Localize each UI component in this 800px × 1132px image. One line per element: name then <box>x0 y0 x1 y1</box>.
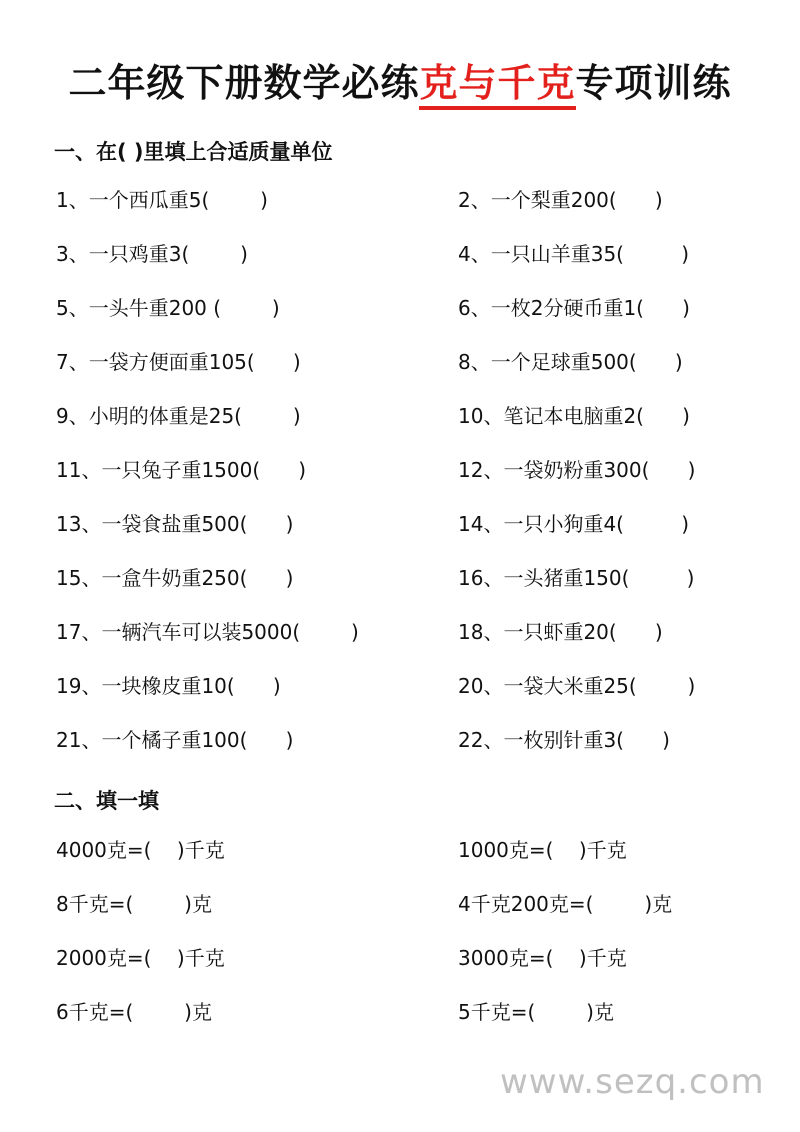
conversion-item: 6千克=( )克 <box>56 1000 212 1024</box>
question-item: 14、一只小狗重4( ) <box>458 512 689 536</box>
question-item: 18、一只虾重20( ) <box>458 620 663 644</box>
question-item: 15、一盒牛奶重250( ) <box>56 566 294 590</box>
conversion-item: 3000克=( )千克 <box>458 946 627 970</box>
question-item: 8、一个足球重500( ) <box>458 350 683 374</box>
question-item: 9、小明的体重是25( ) <box>56 404 301 428</box>
conversion-item: 4000克=( )千克 <box>56 838 225 862</box>
question-item: 1、一个西瓜重5( ) <box>56 188 268 212</box>
conversion-item: 4千克200克=( )克 <box>458 892 673 916</box>
question-item: 3、一只鸡重3( ) <box>56 242 248 266</box>
question-item: 21、一个橘子重100( ) <box>56 728 294 752</box>
question-item: 19、一块橡皮重10( ) <box>56 674 281 698</box>
question-item: 20、一袋大米重25( ) <box>458 674 696 698</box>
title-prefix: 二年级下册数学必练 <box>68 61 420 105</box>
section2-heading: 二、填一填 <box>54 789 159 813</box>
question-item: 2、一个梨重200( ) <box>458 188 663 212</box>
watermark: www.sezq.com <box>500 1062 765 1102</box>
question-item: 4、一只山羊重35( ) <box>458 242 689 266</box>
question-item: 10、笔记本电脑重2( ) <box>458 404 690 428</box>
question-item: 12、一袋奶粉重300( ) <box>458 458 696 482</box>
conversion-item: 5千克=( )克 <box>458 1000 614 1024</box>
question-item: 17、一辆汽车可以装5000( ) <box>56 620 359 644</box>
question-item: 13、一袋食盐重500( ) <box>56 512 294 536</box>
question-item: 6、一枚2分硬币重1( ) <box>458 296 690 320</box>
section1-heading: 一、在( )里填上合适质量单位 <box>54 140 333 164</box>
title-suffix: 专项训练 <box>575 61 732 105</box>
page-title <box>0 52 800 107</box>
conversion-item: 2000克=( )千克 <box>56 946 225 970</box>
question-item: 22、一枚别针重3( ) <box>458 728 670 752</box>
question-item: 7、一袋方便面重105( ) <box>56 350 301 374</box>
conversion-item: 8千克=( )克 <box>56 892 212 916</box>
question-item: 5、一头牛重200 ( ) <box>56 296 280 320</box>
conversion-item: 1000克=( )千克 <box>458 838 627 862</box>
question-item: 16、一头猪重150( ) <box>458 566 695 590</box>
question-item: 11、一只兔子重1500( ) <box>56 458 307 482</box>
title-highlight: 克与千克 <box>419 61 575 110</box>
